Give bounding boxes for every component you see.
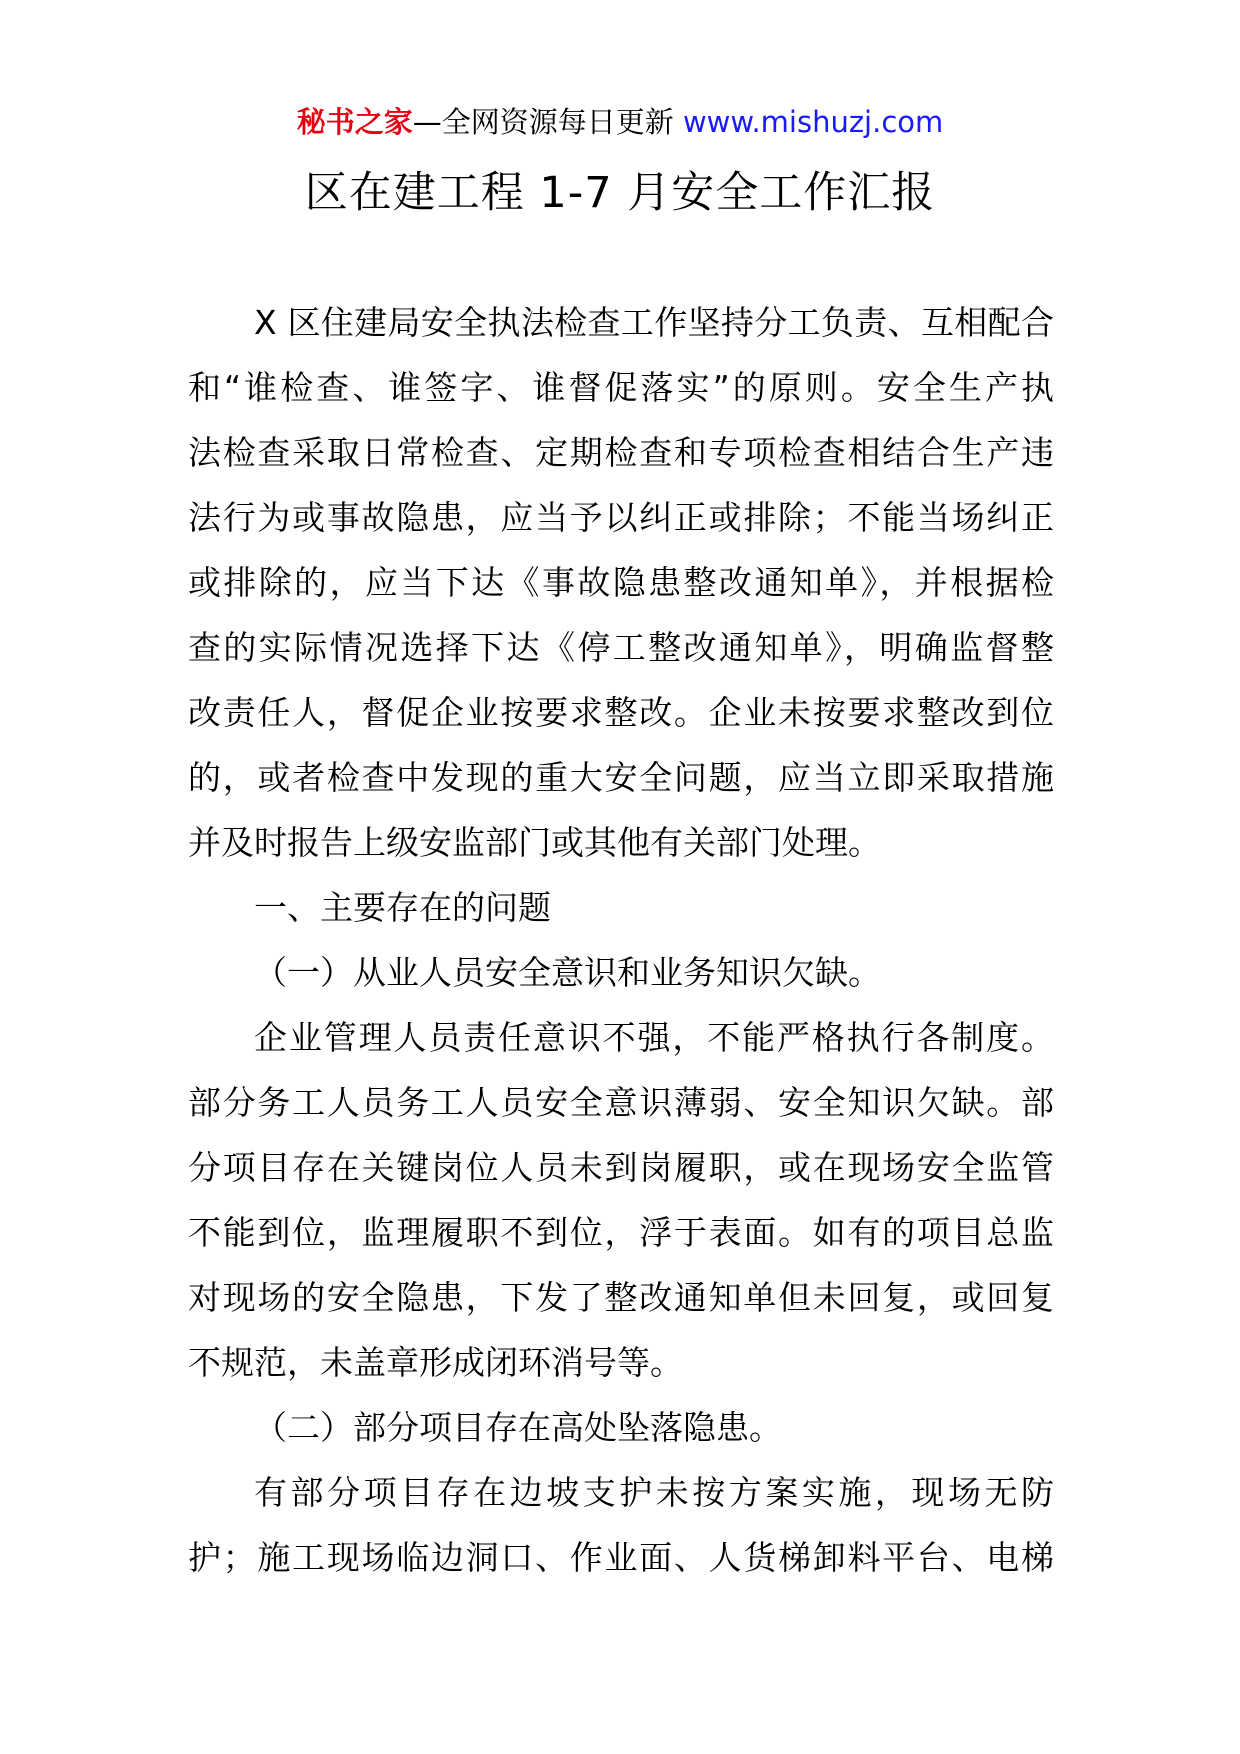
site-brand: 秘书之家 <box>296 105 413 139</box>
section-heading: 一、主要存在的问题 <box>254 888 551 927</box>
site-header <box>0 100 1240 144</box>
subsection-heading: （一）从业人员安全意识和业务知识欠缺。 <box>254 953 881 992</box>
paragraph-line: 和“谁检查、谁签字、谁督促落实”的原则。安全生产执 <box>188 368 1054 407</box>
paragraph-line: 不规范，未盖章形成闭环消号等。 <box>188 1343 683 1382</box>
paragraph-line: 法行为或事故隐患，应当予以纠正或排除；不能当场纠正 <box>188 498 1054 537</box>
paragraph-line: 部分务工人员务工人员安全意识薄弱、安全知识欠缺。部 <box>188 1083 1054 1122</box>
paragraph-line: 有部分项目存在边坡支护未按方案实施，现场无防 <box>254 1473 1054 1512</box>
paragraph-line: 法检查采取日常检查、定期检查和专项检查相结合生产违 <box>188 433 1054 472</box>
subsection-heading: （二）部分项目存在高处坠落隐患。 <box>254 1408 782 1447</box>
paragraph-line: 企业管理人员责任意识不强，不能严格执行各制度。 <box>254 1018 1054 1057</box>
site-url-link[interactable]: www.mishuzj.com <box>682 105 944 139</box>
paragraph-line: 分项目存在关键岗位人员未到岗履职，或在现场安全监管 <box>188 1148 1054 1187</box>
paragraph-line: X 区住建局安全执法检查工作坚持分工负责、互相配合 <box>254 303 1054 342</box>
paragraph-line: 对现场的安全隐患，下发了整改通知单但未回复，或回复 <box>188 1278 1054 1317</box>
paragraph-line: 护；施工现场临边洞口、作业面、人货梯卸料平台、电梯 <box>188 1538 1054 1577</box>
site-tagline: —全网资源每日更新 <box>412 105 674 139</box>
paragraph-line: 查的实际情况选择下达《停工整改通知单》，明确监督整 <box>188 628 1054 667</box>
document-body <box>188 290 1054 1590</box>
paragraph-line: 的，或者检查中发现的重大安全问题，应当立即采取措施 <box>188 758 1054 797</box>
document-title: 区在建工程 1-7 月安全工作汇报 <box>304 168 936 218</box>
paragraph-line: 不能到位，监理履职不到位，浮于表面。如有的项目总监 <box>188 1213 1054 1252</box>
paragraph-line: 改责任人，督促企业按要求整改。企业未按要求整改到位 <box>188 693 1054 732</box>
paragraph-line: 或排除的，应当下达《事故隐患整改通知单》，并根据检 <box>188 563 1054 602</box>
paragraph-line: 并及时报告上级安监部门或其他有关部门处理。 <box>188 823 881 862</box>
